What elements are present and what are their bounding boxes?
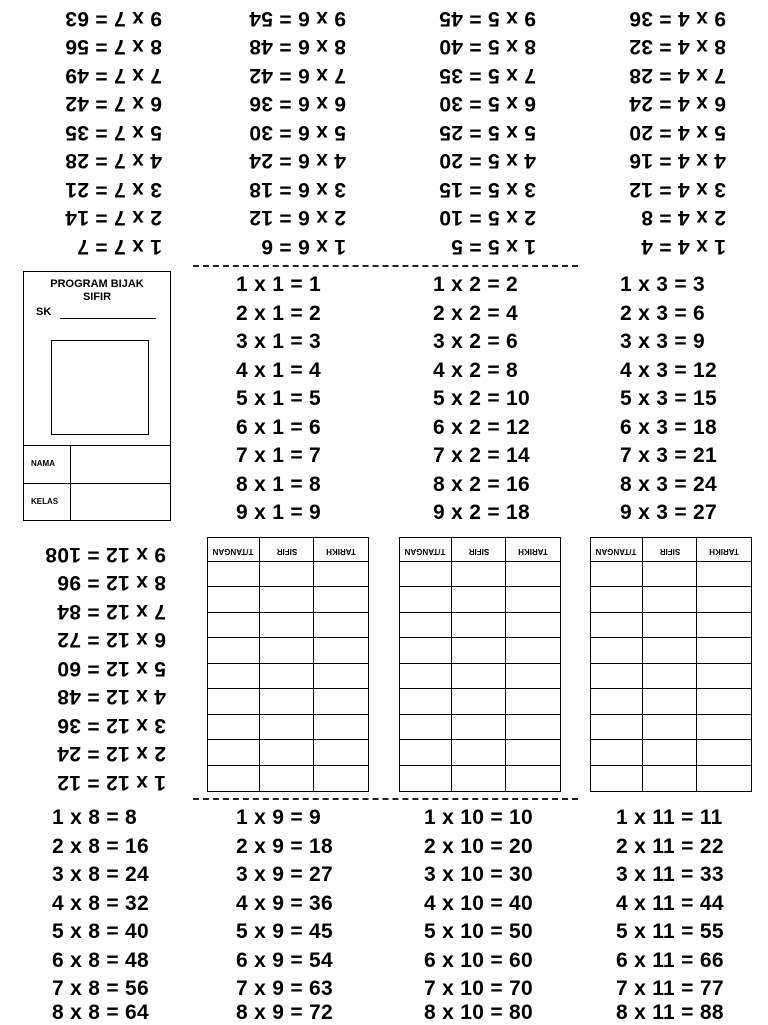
table-row: 4 x 9 = 36: [236, 891, 333, 915]
table-row: 4 x 5 = 20: [439, 149, 536, 173]
table-5-upside-down: [426, 4, 536, 258]
grid-line: [591, 714, 751, 715]
grid-header: [591, 538, 751, 562]
table-row: 2 x 10 = 20: [424, 834, 533, 858]
table-6-upside-down: [236, 4, 346, 258]
table-row: 1 x 1 = 1: [236, 273, 322, 296]
grid-line: [313, 538, 314, 791]
table-row: 8 x 8 = 64: [52, 1001, 149, 1024]
table-row: 9 x 7 = 63: [65, 7, 162, 30]
table-row: 8 x 3 = 24: [620, 472, 717, 496]
kelas-row: [24, 483, 170, 521]
table-row: 7 x 12 = 84: [57, 600, 166, 623]
table-row: 2 x 8 = 16: [52, 834, 149, 858]
table-row: 4 x 11 = 44: [616, 891, 724, 915]
table-7-upside-down: [52, 4, 162, 258]
table-row: 3 x 6 = 18: [249, 178, 346, 201]
table-row: 1 x 7 = 7: [76, 235, 162, 258]
table-row: 3 x 2 = 6: [433, 330, 519, 353]
table-row: 6 x 4 = 24: [629, 92, 726, 116]
tracking-grid: [207, 537, 369, 792]
table-row: 7 x 10 = 70: [424, 977, 533, 1000]
kelas-label: KELAS: [31, 497, 59, 506]
table-row: 8 x 11 = 88: [616, 1001, 724, 1024]
table-10: [424, 806, 564, 1024]
grid-line: [591, 561, 751, 562]
table-9: [236, 806, 366, 1024]
table-row: 7 x 6 = 42: [249, 64, 346, 87]
table-row: 1 x 10 = 10: [424, 806, 533, 829]
header-sifir: SIFIR: [659, 547, 681, 556]
table-row: 2 x 4 = 8: [640, 206, 726, 230]
grid-line: [208, 587, 368, 588]
grid-line: [591, 587, 751, 588]
table-row: 8 x 2 = 16: [433, 472, 530, 496]
table-row: 3 x 3 = 9: [620, 330, 706, 353]
header-ttangan: T/TANGAN: [595, 547, 637, 556]
table-row: 9 x 5 = 45: [439, 7, 536, 30]
table-row: 5 x 5 = 25: [439, 121, 536, 144]
table-row: 1 x 8 = 8: [52, 806, 138, 829]
header-sifir: SIFIR: [468, 547, 490, 556]
grid-header: [400, 538, 560, 562]
table-row: 5 x 4 = 20: [629, 121, 726, 144]
table-row: 9 x 3 = 27: [620, 501, 717, 524]
grid-line: [208, 740, 368, 741]
table-row: 7 x 11 = 77: [616, 977, 724, 1000]
table-row: 3 x 12 = 36: [57, 714, 166, 737]
table-row: 4 x 12 = 48: [57, 685, 166, 709]
table-row: 8 x 4 = 32: [629, 35, 726, 59]
table-row: 1 x 11 = 11: [616, 806, 723, 829]
table-row: 9 x 2 = 18: [433, 501, 530, 524]
nama-row: [24, 445, 170, 483]
table-row: 4 x 10 = 40: [424, 891, 533, 915]
cut-line: [193, 265, 578, 267]
table-row: 5 x 7 = 35: [65, 121, 162, 144]
grid-line: [400, 612, 560, 613]
grid-header: [208, 538, 368, 562]
table-row: 3 x 11 = 33: [616, 863, 724, 886]
grid-line: [451, 538, 452, 791]
table-12-upside-down: [45, 540, 166, 794]
header-ttangan: T/TANGAN: [404, 547, 446, 556]
grid-line: [591, 663, 751, 664]
table-2: [433, 273, 563, 527]
table-row: 6 x 5 = 30: [439, 92, 536, 116]
table-row: 7 x 1 = 7: [236, 444, 322, 467]
table-row: 2 x 9 = 18: [236, 834, 333, 858]
table-row: 6 x 2 = 12: [433, 415, 530, 439]
grid-line: [400, 714, 560, 715]
grid-line: [591, 612, 751, 613]
table-row: 7 x 5 = 35: [439, 64, 536, 87]
table-row: 5 x 2 = 10: [433, 387, 530, 410]
table-row: 6 x 6 = 36: [249, 92, 346, 116]
table-row: 5 x 6 = 30: [249, 121, 346, 144]
table-4-upside-down: [616, 4, 726, 258]
table-row: 2 x 2 = 4: [433, 301, 519, 325]
table-row: 2 x 3 = 6: [620, 301, 706, 325]
table-row: 1 x 12 = 12: [57, 771, 166, 794]
table-row: 6 x 10 = 60: [424, 948, 533, 972]
grid-line: [642, 538, 643, 791]
table-row: 6 x 9 = 54: [236, 948, 333, 972]
table-row: 8 x 1 = 8: [236, 472, 322, 496]
grid-line: [208, 765, 368, 766]
tracking-grid: [399, 537, 561, 792]
grid-line: [208, 714, 368, 715]
grid-line: [400, 740, 560, 741]
table-row: 4 x 2 = 8: [433, 358, 519, 382]
table-row: 7 x 3 = 21: [620, 444, 717, 467]
table-row: 1 x 6 = 6: [260, 235, 346, 258]
name-card: [23, 271, 171, 521]
table-row: 5 x 11 = 55: [616, 920, 724, 943]
table-row: 7 x 4 = 28: [629, 64, 726, 87]
table-row: 9 x 6 = 54: [249, 7, 346, 30]
table-row: 5 x 8 = 40: [52, 920, 149, 943]
table-row: 4 x 8 = 32: [52, 891, 149, 915]
table-row: 4 x 7 = 28: [65, 149, 162, 173]
card-title-line2: SIFIR: [82, 291, 112, 303]
table-1: [236, 273, 366, 527]
tracking-grid: [590, 537, 752, 792]
table-row: 5 x 1 = 5: [236, 387, 322, 410]
table-row: 8 x 6 = 48: [249, 35, 346, 59]
table-row: 4 x 1 = 4: [236, 358, 322, 382]
grid-line: [208, 663, 368, 664]
table-row: 3 x 4 = 12: [629, 178, 726, 201]
table-row: 3 x 8 = 24: [52, 863, 149, 886]
photo-box: [51, 340, 149, 435]
sk-line: [60, 318, 156, 319]
grid-line: [400, 587, 560, 588]
table-row: 2 x 12 = 24: [57, 742, 166, 766]
table-row: 6 x 12 = 72: [57, 628, 166, 652]
header-sifir: SIFIR: [276, 547, 298, 556]
grid-line: [400, 638, 560, 639]
table-row: 5 x 3 = 15: [620, 387, 717, 410]
card-title: [24, 278, 170, 304]
table-row: 8 x 12 = 96: [57, 571, 166, 595]
grid-line: [400, 689, 560, 690]
table-row: 7 x 2 = 14: [433, 444, 530, 467]
table-row: 2 x 5 = 10: [439, 206, 536, 230]
table-row: 5 x 10 = 50: [424, 920, 533, 943]
grid-line: [696, 538, 697, 791]
grid-line: [208, 561, 368, 562]
table-row: 8 x 10 = 80: [424, 1001, 533, 1024]
table-3: [620, 273, 750, 527]
table-row: 1 x 2 = 2: [433, 273, 519, 296]
table-row: 8 x 9 = 72: [236, 1001, 333, 1024]
table-row: 8 x 5 = 40: [439, 35, 536, 59]
table-row: 6 x 1 = 6: [236, 415, 322, 439]
table-row: 6 x 11 = 66: [616, 948, 724, 972]
header-ttangan: T/TANGAN: [212, 547, 254, 556]
grid-line: [591, 740, 751, 741]
table-row: 4 x 3 = 12: [620, 358, 717, 382]
table-row: 5 x 12 = 60: [57, 657, 166, 680]
table-row: 6 x 8 = 48: [52, 948, 149, 972]
grid-line: [400, 561, 560, 562]
table-row: 7 x 8 = 56: [52, 977, 149, 1000]
table-row: 3 x 5 = 15: [439, 178, 536, 201]
table-row: 7 x 7 = 49: [65, 64, 162, 87]
grid-line: [259, 538, 260, 791]
table-row: 3 x 7 = 21: [65, 178, 162, 201]
grid-line: [208, 638, 368, 639]
divider: [70, 446, 71, 483]
table-row: 2 x 11 = 22: [616, 834, 724, 858]
divider: [70, 484, 71, 521]
table-row: 3 x 1 = 3: [236, 330, 322, 353]
table-row: 3 x 10 = 30: [424, 863, 533, 886]
header-tarikh: TARIKH: [709, 547, 739, 556]
table-row: 2 x 7 = 14: [65, 206, 162, 230]
table-row: 1 x 5 = 5: [450, 235, 536, 258]
table-row: 6 x 7 = 42: [65, 92, 162, 116]
table-row: 7 x 9 = 63: [236, 977, 333, 1000]
nama-label: NAMA: [31, 459, 55, 468]
table-row: 9 x 12 = 108: [45, 543, 166, 566]
card-title-line1: PROGRAM BIJAK: [50, 278, 144, 290]
table-8: [52, 806, 182, 1024]
cut-line: [193, 798, 578, 800]
header-tarikh: TARIKH: [518, 547, 548, 556]
sk-label: SK: [36, 306, 52, 318]
table-row: 9 x 1 = 9: [236, 501, 322, 524]
table-row: 5 x 9 = 45: [236, 920, 333, 943]
table-11: [616, 806, 756, 1024]
table-row: 4 x 4 = 16: [629, 149, 726, 173]
table-row: 1 x 9 = 9: [236, 806, 322, 829]
table-row: 6 x 3 = 18: [620, 415, 717, 439]
grid-line: [591, 638, 751, 639]
table-row: 1 x 4 = 4: [640, 235, 726, 258]
header-tarikh: TARIKH: [326, 547, 356, 556]
table-row: 1 x 3 = 3: [620, 273, 706, 296]
table-row: 8 x 7 = 56: [65, 35, 162, 59]
grid-line: [591, 765, 751, 766]
table-row: 9 x 4 = 36: [629, 7, 726, 30]
grid-line: [400, 765, 560, 766]
grid-line: [400, 663, 560, 664]
grid-line: [208, 689, 368, 690]
grid-line: [591, 689, 751, 690]
table-row: 2 x 6 = 12: [249, 206, 346, 230]
grid-line: [208, 612, 368, 613]
table-row: 4 x 6 = 24: [249, 149, 346, 173]
grid-line: [505, 538, 506, 791]
table-row: 3 x 9 = 27: [236, 863, 333, 886]
table-row: 2 x 1 = 2: [236, 301, 322, 325]
